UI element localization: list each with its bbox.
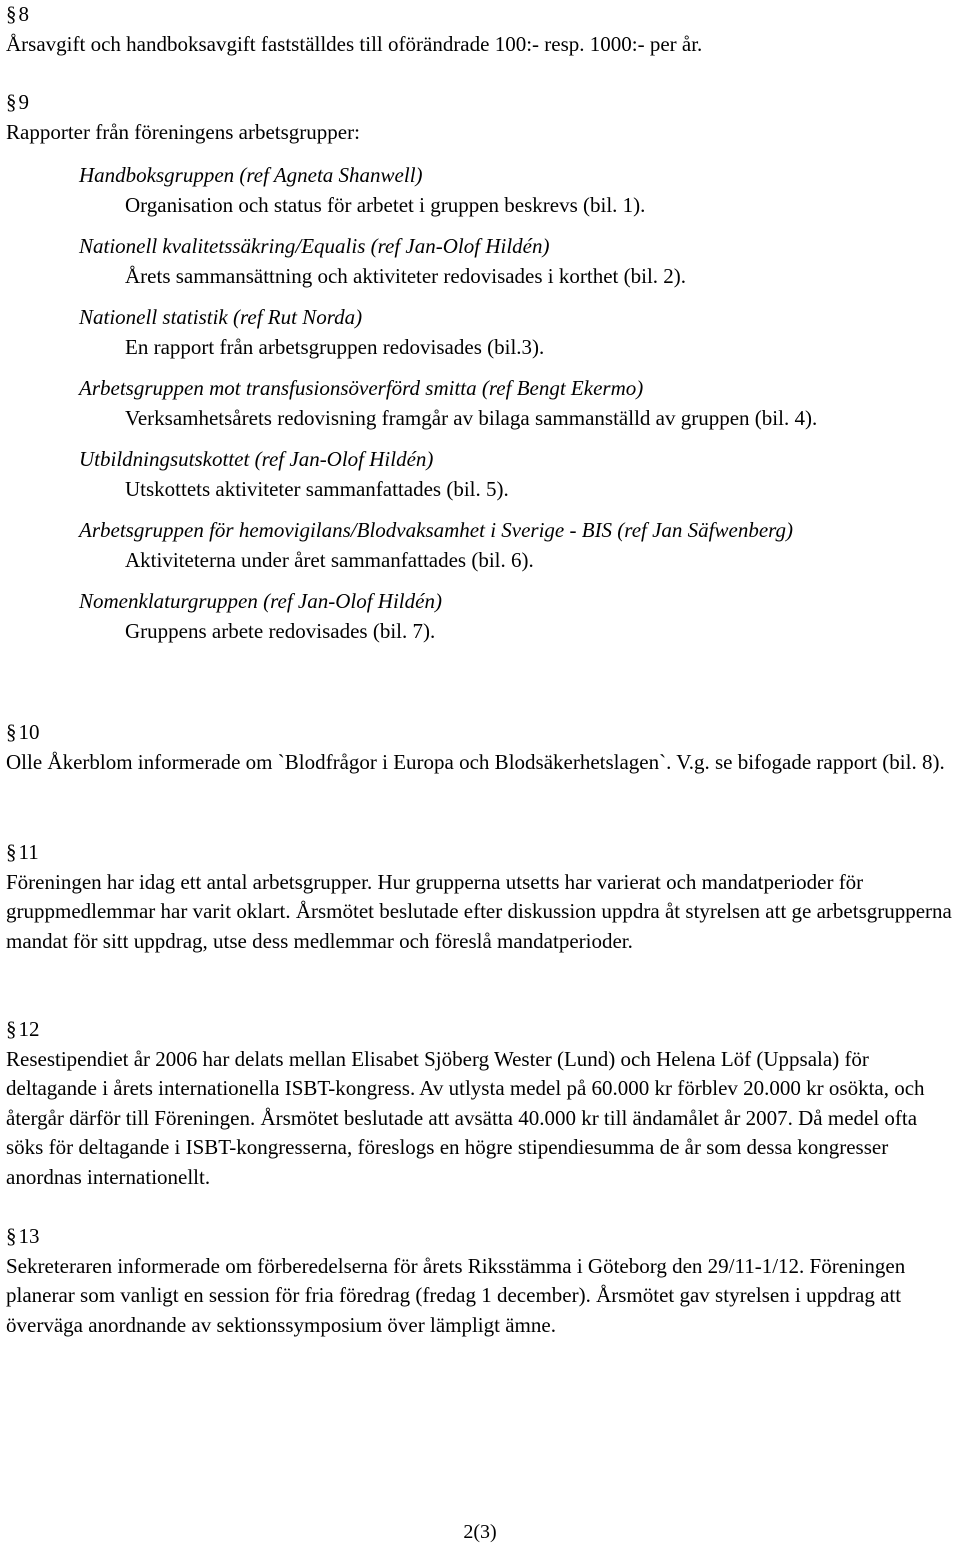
section-number: §8 [6, 2, 29, 26]
section-number: §13 [6, 1224, 40, 1248]
working-group-heading: Nationell kvalitetssäkring/Equalis (ref Jan-Olof Hildén) [79, 234, 550, 258]
working-group-item [79, 445, 817, 504]
working-group-description: Årets sammansättning och aktiviteter redovisades i korthet (bil. 2). [125, 263, 687, 288]
section-12 [6, 1015, 954, 1192]
working-group-description: Verksamhetsårets redovisning framgår av bilaga sammanställd av gruppen (bil. 4). [125, 405, 818, 430]
working-group-description: Utskottets aktiviteter sammanfattades (bil. 5). [125, 476, 509, 501]
working-group-description: En rapport från arbetsgruppen redovisades (bil.3). [125, 334, 545, 359]
working-group-item [79, 587, 817, 646]
working-group-heading: Nomenklaturgruppen (ref Jan-Olof Hildén) [79, 589, 442, 613]
section-text: Föreningen har idag ett antal arbetsgrupper. Hur grupperna utsetts har varierat och mandatperioder för gruppmedlemmar har varit oklart. Årsmötet beslutade efter diskussion uppdra åt styrelsen att ge arbetsgrupperna mandat för sitt uppdrag, utse dess medlemmar och föreslå mandatperioder. [6, 869, 952, 953]
section-sign: § [6, 90, 17, 114]
page-number: 2(3) [463, 1521, 497, 1543]
working-group-item [79, 232, 817, 291]
working-group-item [79, 161, 817, 220]
working-group-item [79, 516, 817, 575]
working-group-heading: Nationell statistik (ref Rut Norda) [79, 305, 363, 329]
section-sign: § [6, 720, 17, 744]
section-sign: § [6, 1224, 17, 1248]
working-group-heading: Handboksgruppen (ref Agneta Shanwell) [79, 163, 423, 187]
section-intro: Rapporter från föreningens arbetsgrupper: [6, 119, 360, 144]
section-number: §10 [6, 720, 40, 744]
section-text: Olle Åkerblom informerade om `Blodfrågor i Europa och Blodsäkerhetslagen`. V.g. se bifogade rapport (bil. 8). [6, 749, 945, 774]
section-10 [6, 718, 945, 777]
section-number: §12 [6, 1017, 40, 1041]
section-text: Sekreteraren informerade om förberedelserna för årets Riksstämma i Göteborg den 29/11-1/12. Föreningen planerar som vanligt en session för fria föredrag (fredag 1 december). Årsmötet gav styrelsen i uppdrag att överväga anordnande av sektionssymposium över lämpligt ämne. [6, 1253, 906, 1337]
section-text: Resestipendiet år 2006 har delats mellan Elisabet Sjöberg Wester (Lund) och Helena Löf (Uppsala) för deltagande i årets internationella ISBT-kongress. Av utlysta medel på 60.000 kr förblev 20.000 kr osökta, och återgår därför till Föreningen. Årsmötet beslutade att avsätta 40.000 kr till ändamålet år 2007. Då medel ofta söks för deltagande i ISBT-kongresserna, föreslogs en högre stipendiesumma de år som dessa kongresser anordnas internationellt. [6, 1046, 925, 1189]
working-group-list [79, 161, 817, 646]
working-group-description: Aktiviteterna under året sammanfattades (bil. 6). [125, 547, 534, 572]
section-13 [6, 1222, 954, 1340]
section-number: §9 [6, 90, 29, 114]
section-text: Årsavgift och handboksavgift fastställdes till oförändrade 100:- resp. 1000:- per år. [6, 31, 703, 56]
section-number: §11 [6, 840, 39, 864]
working-group-description: Organisation och status för arbetet i gruppen beskrevs (bil. 1). [125, 192, 646, 217]
section-8 [6, 0, 702, 59]
working-group-heading: Utbildningsutskottet (ref Jan-Olof Hildén) [79, 447, 434, 471]
working-group-description: Gruppens arbete redovisades (bil. 7). [125, 618, 436, 643]
section-sign: § [6, 840, 17, 864]
section-sign: § [6, 1017, 17, 1041]
section-sign: § [6, 2, 17, 26]
working-group-item [79, 303, 817, 362]
section-11 [6, 838, 954, 956]
working-group-heading: Arbetsgruppen mot transfusionsöverförd smitta (ref Bengt Ekermo) [79, 376, 644, 400]
working-group-heading: Arbetsgruppen för hemovigilans/Blodvaksamhet i Sverige - BIS (ref Jan Säfwenberg) [79, 518, 794, 542]
section-9 [6, 88, 817, 658]
working-group-item [79, 374, 817, 433]
